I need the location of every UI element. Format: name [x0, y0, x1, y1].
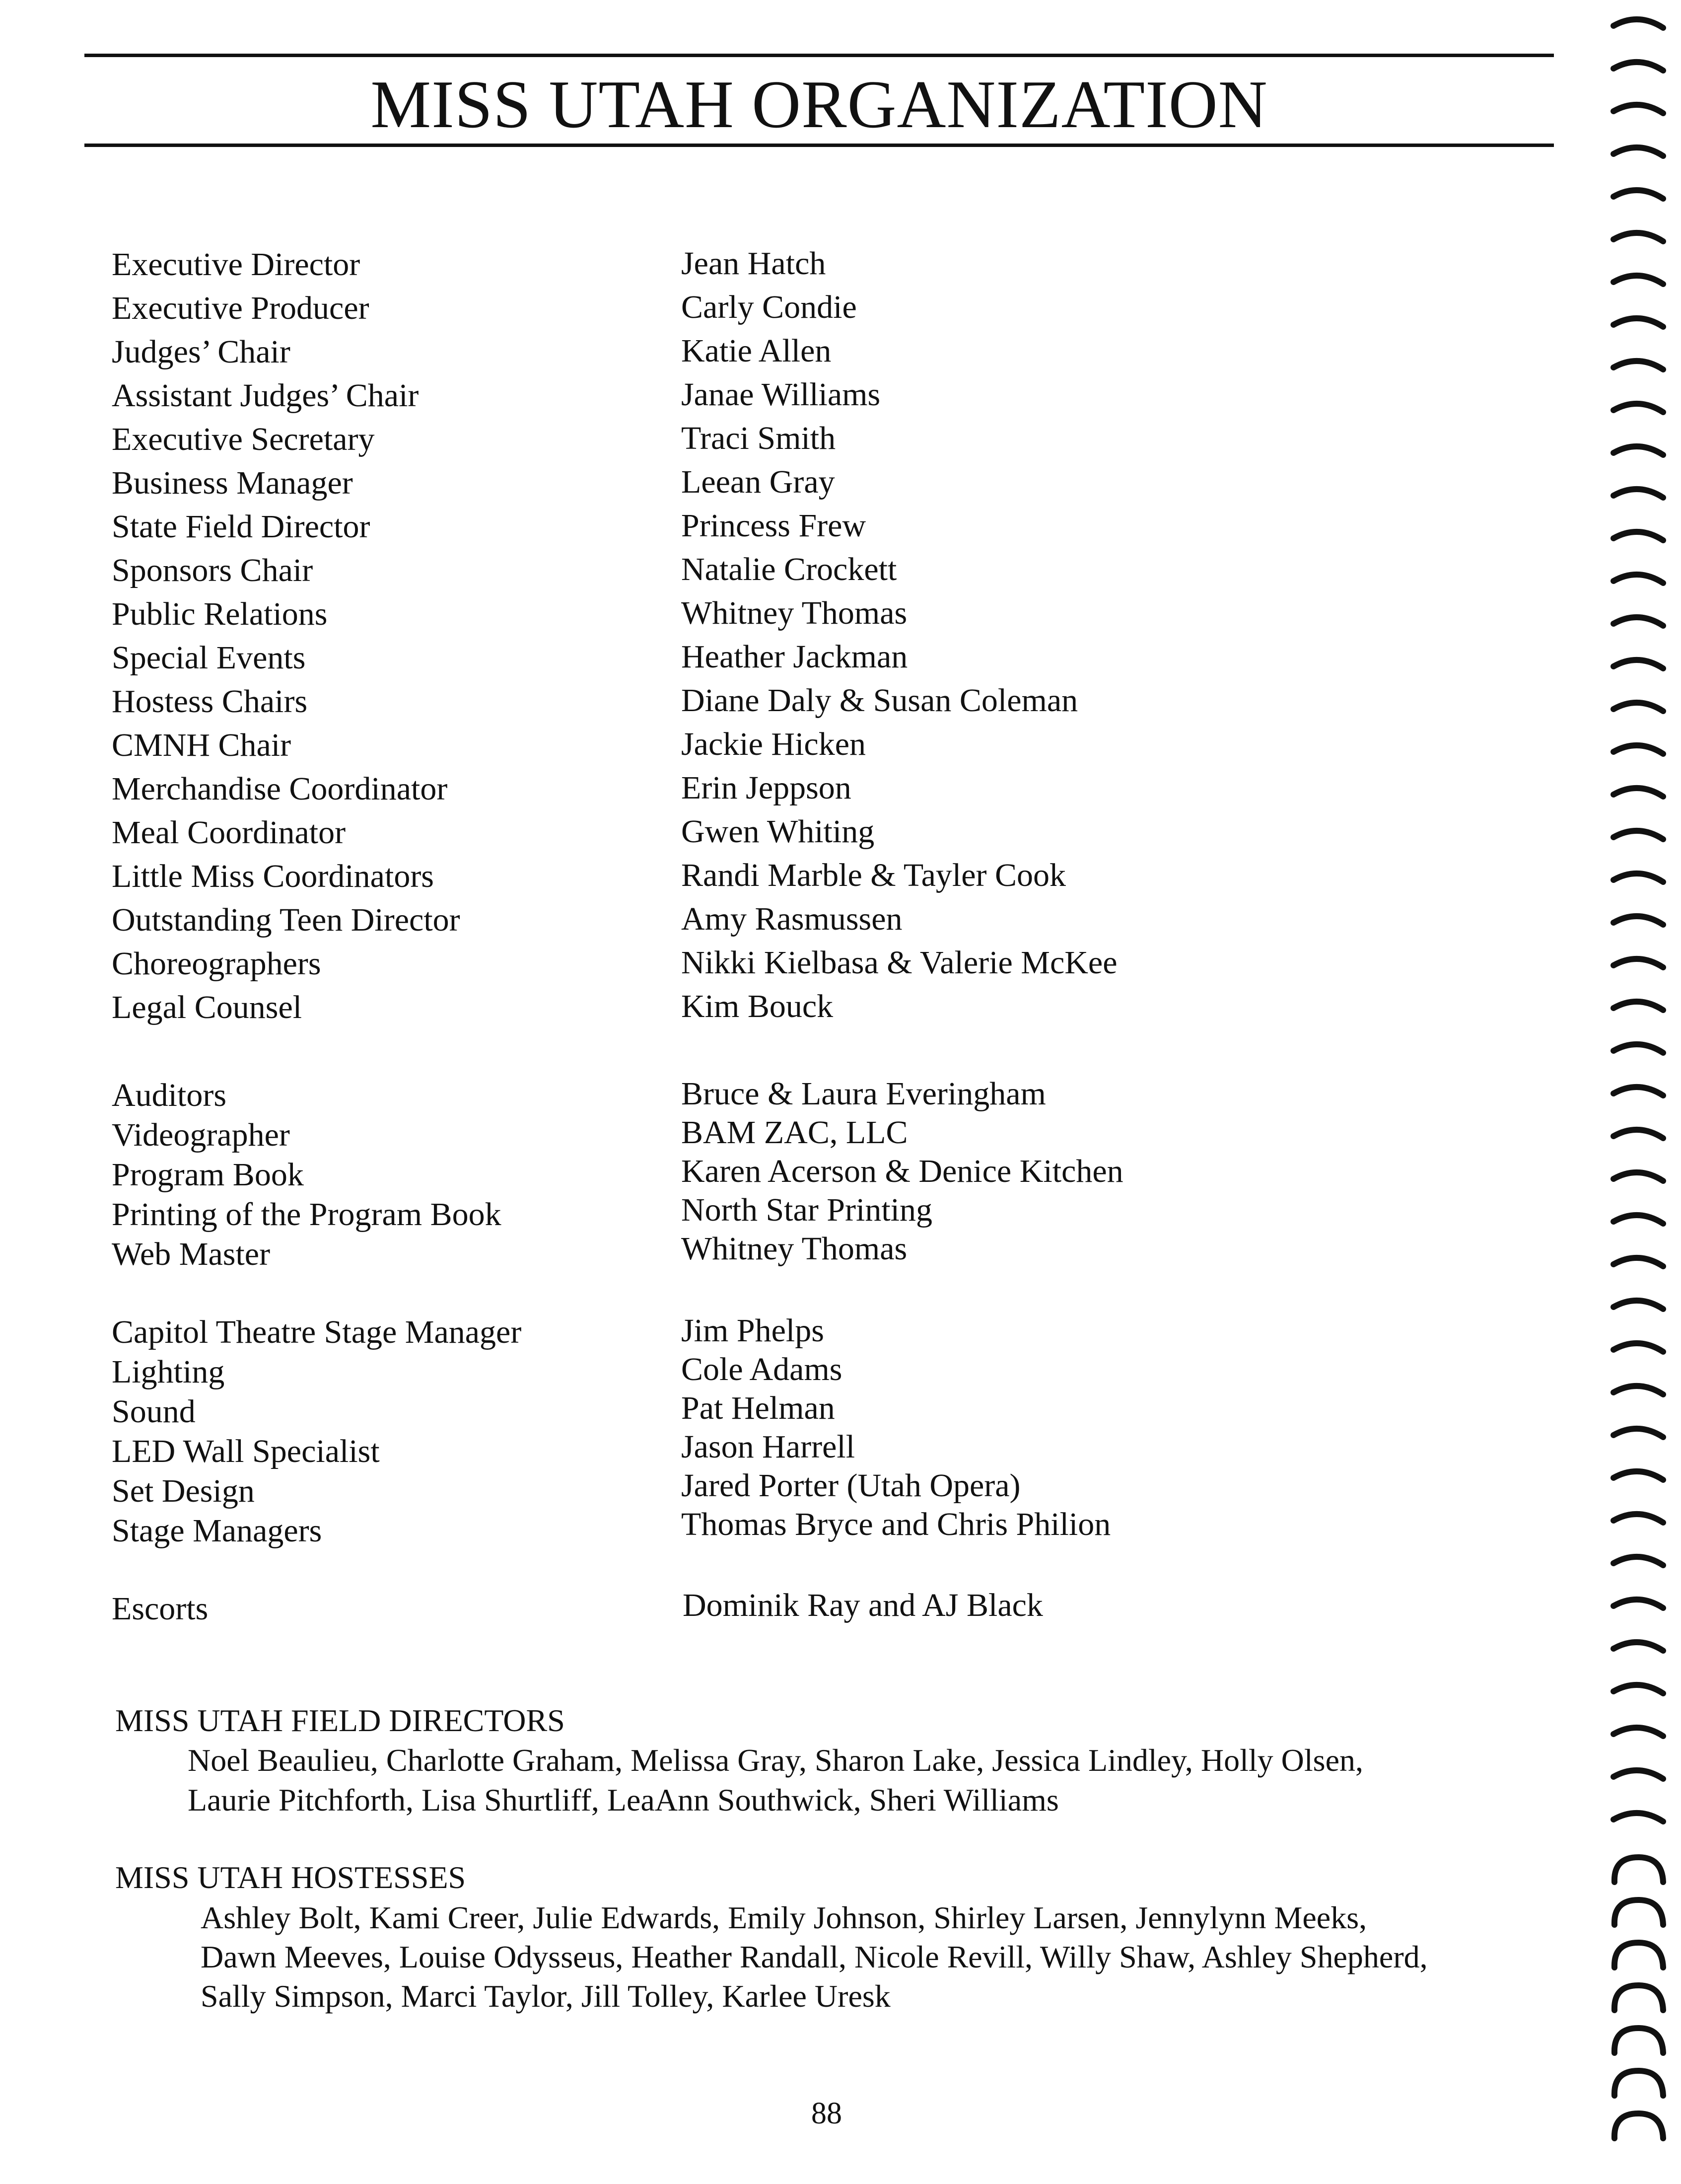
title-top-rule: [84, 54, 1554, 57]
staff-role: Meal Coordinator: [112, 814, 346, 851]
staff-name: Jackie Hicken: [681, 726, 866, 762]
staff-role: CMNH Chair: [112, 727, 291, 763]
escorts-name: Dominik Ray and AJ Black: [683, 1587, 1043, 1623]
staff-role: Special Events: [112, 640, 306, 676]
field-directors-line: Noel Beaulieu, Charlotte Graham, Melissa Gray, Sharon Lake, Jessica Lindley, Holly Olsen,: [188, 1743, 1363, 1778]
escorts-role: Escorts: [112, 1591, 209, 1627]
service-name: BAM ZAC, LLC: [681, 1114, 908, 1151]
staff-role: Merchandise Coordinator: [112, 771, 448, 807]
staff-role: State Field Director: [112, 509, 370, 545]
title-bottom-rule: [84, 144, 1554, 147]
production-name: Jared Porter (Utah Opera): [681, 1467, 1021, 1504]
field-directors-heading: MISS UTAH FIELD DIRECTORS: [115, 1703, 565, 1738]
service-role: Web Master: [112, 1236, 271, 1272]
staff-name: Katie Allen: [681, 333, 832, 369]
page-title: MISS UTAH ORGANIZATION: [370, 67, 1268, 142]
staff-role: Assistant Judges’ Chair: [112, 377, 419, 414]
staff-role: Business Manager: [112, 465, 353, 501]
staff-role: Hostess Chairs: [112, 683, 308, 720]
hostesses-heading: MISS UTAH HOSTESSES: [115, 1860, 466, 1895]
production-name: Jason Harrell: [681, 1429, 855, 1465]
production-name: Jim Phelps: [681, 1312, 824, 1349]
spiral-binding: [1604, 0, 1681, 2184]
hostesses-line: Dawn Meeves, Louise Odysseus, Heather Randall, Nicole Revill, Willy Shaw, Ashley Shepherd,: [201, 1939, 1428, 1974]
production-role: Sound: [112, 1393, 196, 1430]
staff-name: Leean Gray: [681, 464, 835, 500]
production-role: Lighting: [112, 1354, 225, 1390]
staff-role: Executive Director: [112, 246, 360, 283]
staff-role: Public Relations: [112, 596, 328, 632]
staff-name: Whitney Thomas: [681, 595, 908, 631]
production-role: Capitol Theatre Stage Manager: [112, 1314, 522, 1350]
staff-name: Jean Hatch: [681, 245, 826, 282]
staff-name: Erin Jeppson: [681, 770, 851, 806]
production-name: Cole Adams: [681, 1351, 842, 1387]
staff-name: Amy Rasmussen: [681, 901, 903, 937]
field-directors-line: Laurie Pitchforth, Lisa Shurtliff, LeaAnn Southwick, Sheri Williams: [188, 1782, 1059, 1818]
service-role: Printing of the Program Book: [112, 1196, 501, 1233]
staff-role: Little Miss Coordinators: [112, 858, 434, 894]
staff-role: Legal Counsel: [112, 989, 302, 1025]
service-name: Karen Acerson & Denice Kitchen: [681, 1153, 1123, 1189]
staff-name: Nikki Kielbasa & Valerie McKee: [681, 945, 1118, 981]
service-role: Program Book: [112, 1157, 304, 1193]
staff-name: Natalie Crockett: [681, 551, 897, 587]
service-role: Auditors: [112, 1077, 226, 1113]
staff-role: Executive Producer: [112, 290, 369, 326]
hostesses-line: Sally Simpson, Marci Taylor, Jill Tolley, Karlee Uresk: [201, 1978, 891, 2014]
staff-role: Choreographers: [112, 946, 321, 982]
service-name: Bruce & Laura Everingham: [681, 1076, 1046, 1112]
staff-name: Gwen Whiting: [681, 813, 875, 850]
staff-name: Kim Bouck: [681, 988, 834, 1024]
staff-name: Heather Jackman: [681, 639, 908, 675]
production-name: Thomas Bryce and Chris Philion: [681, 1506, 1111, 1542]
staff-name: Diane Daly & Susan Coleman: [681, 682, 1078, 719]
production-name: Pat Helman: [681, 1390, 835, 1426]
hostesses-line: Ashley Bolt, Kami Creer, Julie Edwards, Emily Johnson, Shirley Larsen, Jennylynn Meeks,: [201, 1900, 1367, 1935]
page-number: 88: [811, 2097, 842, 2130]
staff-name: Carly Condie: [681, 289, 857, 325]
staff-name: Janae Williams: [681, 376, 881, 413]
service-name: Whitney Thomas: [681, 1231, 908, 1267]
production-role: Stage Managers: [112, 1513, 322, 1549]
production-role: Set Design: [112, 1473, 255, 1509]
production-role: LED Wall Specialist: [112, 1433, 380, 1469]
service-name: North Star Printing: [681, 1192, 932, 1228]
staff-role: Sponsors Chair: [112, 552, 313, 588]
staff-name: Randi Marble & Tayler Cook: [681, 857, 1066, 893]
staff-role: Executive Secretary: [112, 421, 375, 457]
staff-name: Princess Frew: [681, 508, 866, 544]
staff-role: Judges’ Chair: [112, 334, 290, 370]
service-role: Videographer: [112, 1117, 290, 1153]
staff-name: Traci Smith: [681, 420, 836, 456]
staff-role: Outstanding Teen Director: [112, 902, 460, 938]
